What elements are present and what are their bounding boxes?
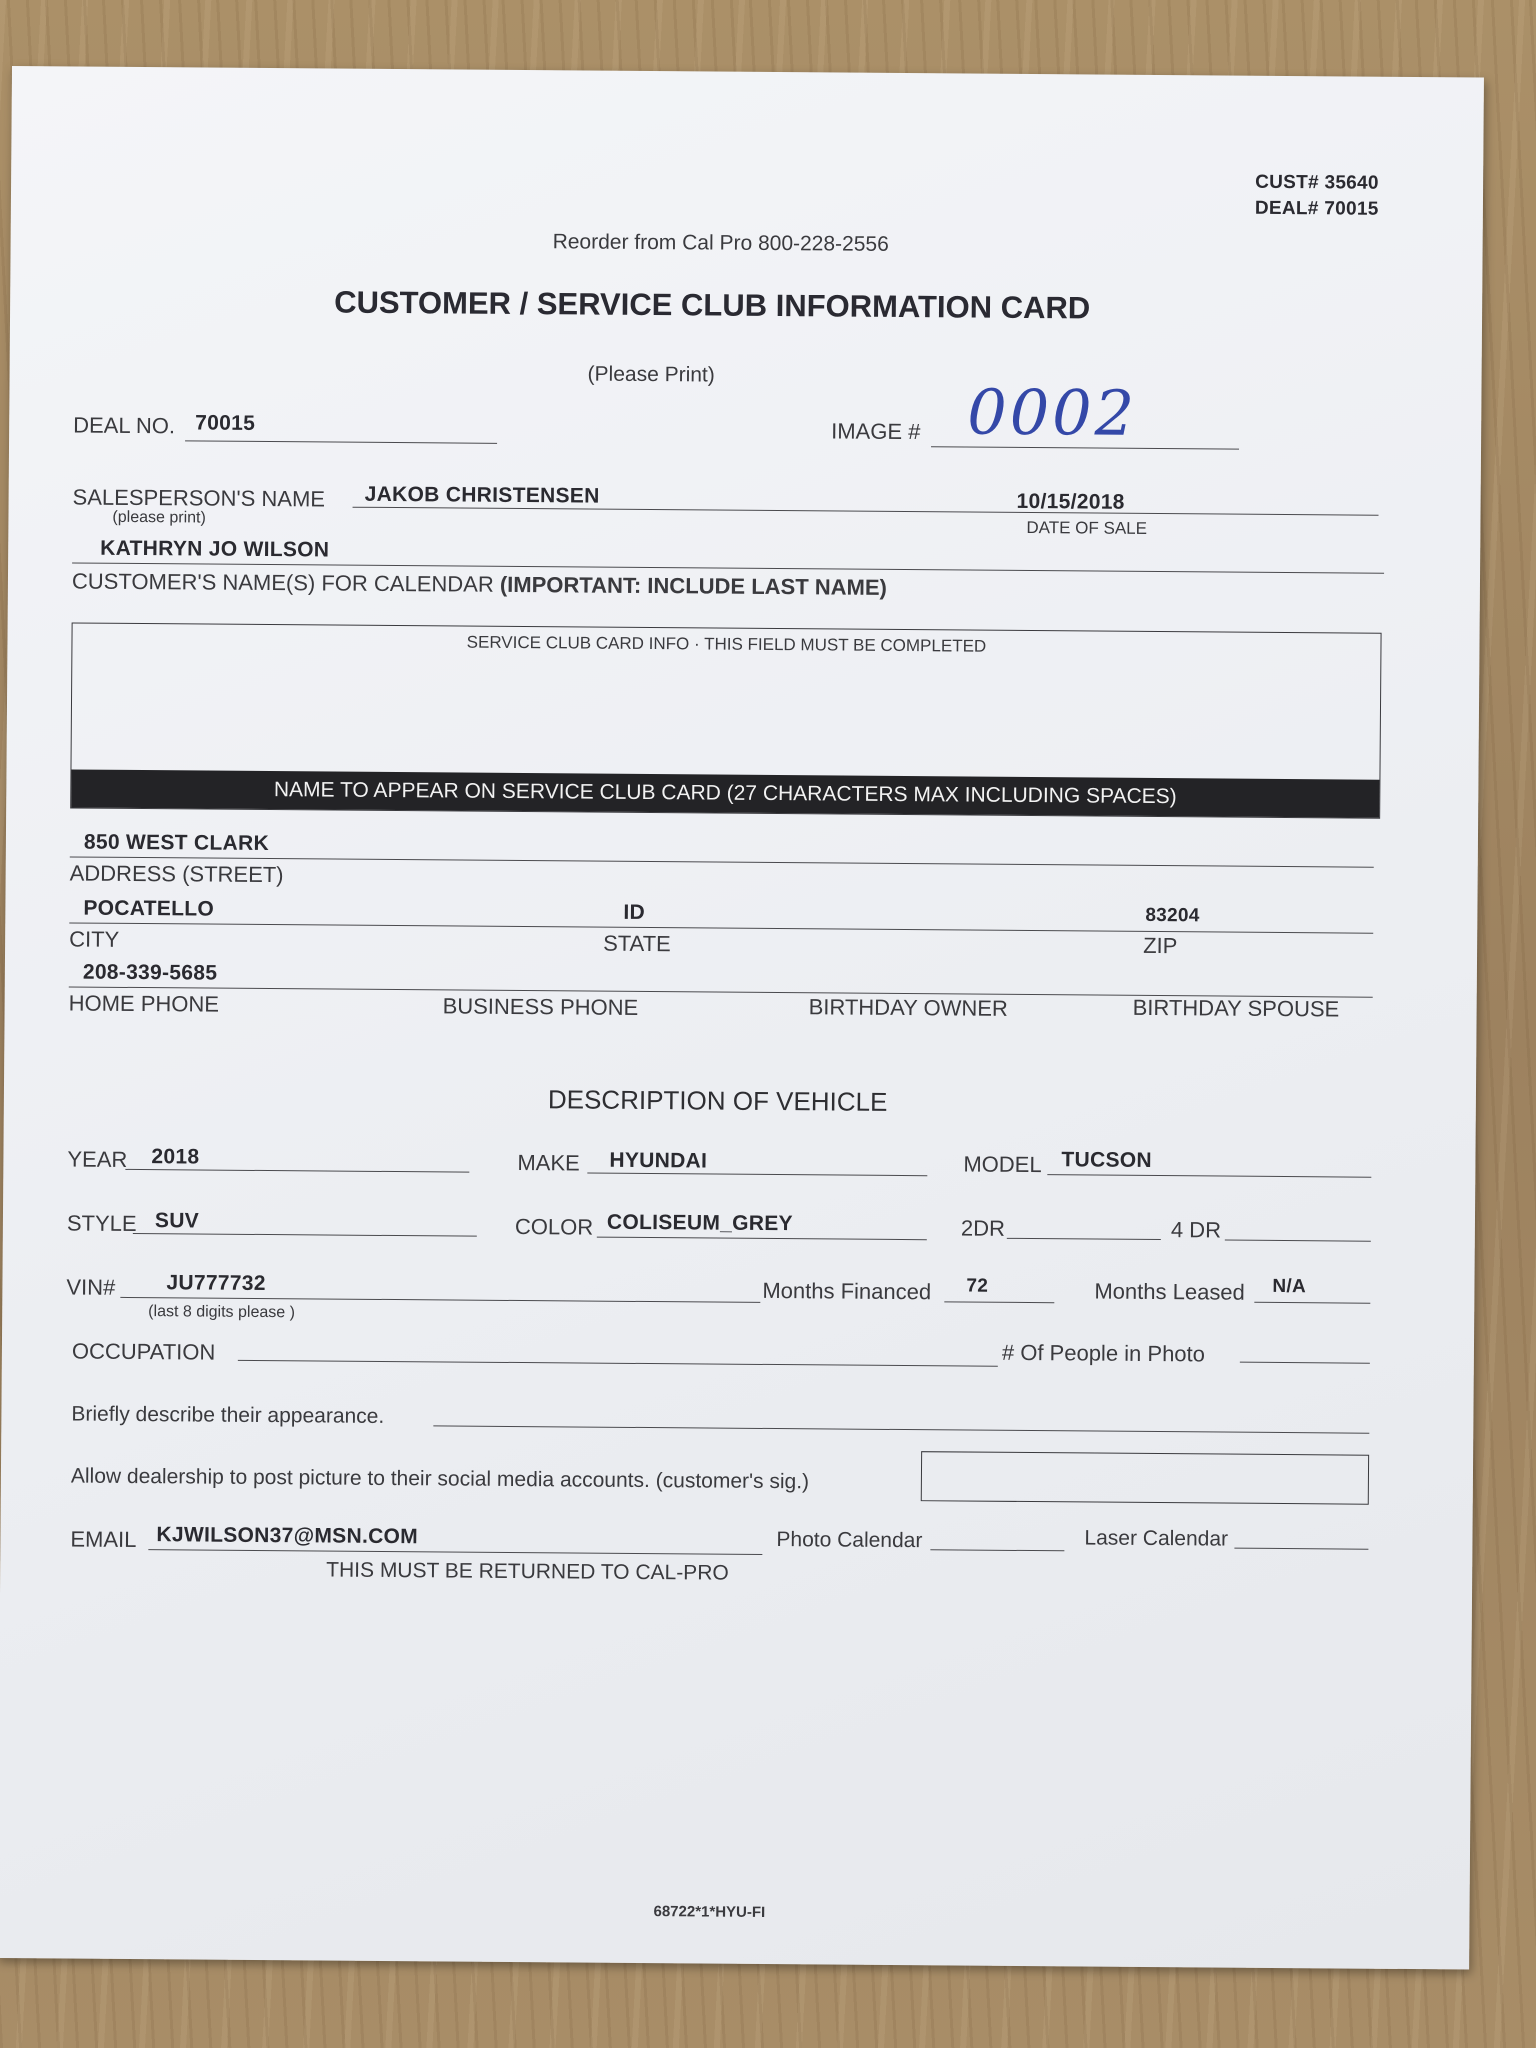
color-label: COLOR: [514, 1213, 594, 1240]
service-club-header: SERVICE CLUB CARD INFO · THIS FIELD MUST BE COMPLETED: [466, 632, 987, 656]
reorder-note: Reorder from Cal Pro 800-228-2556: [552, 230, 889, 256]
salesperson-line: [353, 507, 1379, 516]
state-label: STATE: [603, 930, 671, 957]
business-phone-label: BUSINESS PHONE: [442, 993, 639, 1020]
style-label: STYLE: [66, 1210, 137, 1237]
page-title: CUSTOMER / SERVICE CLUB INFORMATION CARD: [334, 284, 1091, 326]
laser-calendar-line[interactable]: [1234, 1548, 1368, 1550]
make-label: MAKE: [517, 1150, 580, 1176]
appearance-label: Briefly describe their appearance.: [71, 1402, 385, 1428]
deal-no-line: [185, 440, 497, 443]
deal-no-label: DEAL NO.: [73, 412, 176, 439]
return-note: THIS MUST BE RETURNED TO CAL-PRO: [326, 1558, 729, 1585]
image-number-value[interactable]: 0002: [967, 375, 1138, 450]
occupation-line[interactable]: [238, 1360, 998, 1367]
image-number-label: IMAGE #: [831, 418, 921, 445]
address-street-value[interactable]: 850 WEST CLARK: [83, 830, 270, 856]
salesperson-value[interactable]: JAKOB CHRISTENSEN: [364, 482, 600, 508]
year-line: [125, 1169, 469, 1173]
service-club-name-bar: NAME TO APPEAR ON SERVICE CLUB CARD (27 CHARACTERS MAX INCLUDING SPACES): [71, 769, 1379, 817]
zip-value[interactable]: 83204: [1145, 904, 1200, 927]
zip-label: ZIP: [1143, 932, 1178, 959]
birthday-owner-label: BIRTHDAY OWNER: [808, 994, 1008, 1021]
customer-name-label: [72, 568, 887, 600]
address-street-label: ADDRESS (STREET): [69, 860, 284, 888]
please-print-note: (Please Print): [587, 362, 715, 387]
vin-value[interactable]: JU777732: [166, 1271, 266, 1296]
four-door-line[interactable]: [1225, 1240, 1371, 1242]
laser-calendar-label: Laser Calendar: [1084, 1526, 1229, 1551]
email-value[interactable]: KJWILSON37@MSN.COM: [156, 1523, 419, 1549]
year-value[interactable]: 2018: [151, 1145, 200, 1169]
customer-number: CUST# 35640: [1255, 171, 1379, 194]
deal-number-header: DEAL# 70015: [1254, 197, 1379, 220]
months-leased-line: [1254, 1302, 1370, 1304]
vin-label: VIN#: [66, 1274, 116, 1300]
months-financed-value[interactable]: 72: [966, 1275, 989, 1297]
service-club-box[interactable]: [70, 622, 1381, 818]
make-value[interactable]: HYUNDAI: [609, 1148, 708, 1173]
appearance-line[interactable]: [433, 1425, 1369, 1433]
make-line: [587, 1173, 927, 1177]
customer-name-label-text: CUSTOMER'S NAME(S) FOR CALENDAR: [71, 568, 494, 597]
four-door-label: 4 DR: [1170, 1217, 1222, 1243]
months-leased-label: Months Leased: [1094, 1278, 1245, 1305]
months-financed-line: [944, 1301, 1054, 1303]
email-label: EMAIL: [70, 1526, 137, 1553]
style-line: [133, 1233, 477, 1237]
customer-signature-box[interactable]: [921, 1451, 1369, 1505]
months-leased-value[interactable]: N/A: [1272, 1275, 1307, 1298]
two-door-label: 2DR: [960, 1215, 1006, 1241]
city-label: CITY: [69, 926, 120, 952]
city-value[interactable]: POCATELLO: [83, 896, 215, 921]
information-card-sheet: [0, 66, 1484, 1970]
home-phone-label: HOME PHONE: [68, 990, 220, 1017]
months-financed-label: Months Financed: [762, 1277, 932, 1305]
occupation-label: OCCUPATION: [71, 1338, 216, 1365]
color-value[interactable]: COLISEUM_GREY: [606, 1210, 793, 1236]
vin-sublabel: (last 8 digits please ): [148, 1303, 296, 1322]
deal-no-value[interactable]: 70015: [195, 411, 256, 435]
photo-calendar-line[interactable]: [930, 1549, 1064, 1551]
birthday-spouse-label: BIRTHDAY SPOUSE: [1132, 994, 1340, 1022]
home-phone-value[interactable]: 208-339-5685: [82, 960, 218, 985]
model-line: [1047, 1174, 1371, 1178]
date-of-sale-label: DATE OF SALE: [1026, 517, 1148, 538]
vin-line: [120, 1297, 760, 1303]
model-label: MODEL: [963, 1151, 1042, 1178]
people-in-photo-label: # Of People in Photo: [1001, 1339, 1206, 1367]
date-of-sale-value[interactable]: 10/15/2018: [1016, 489, 1125, 514]
form-code: 68722*1*HYU-FI: [653, 1903, 766, 1921]
vehicle-heading: DESCRIPTION OF VEHICLE: [547, 1084, 888, 1117]
style-value[interactable]: SUV: [154, 1209, 200, 1233]
social-media-label: Allow dealership to post picture to their social media accounts. (customer's sig.): [70, 1464, 810, 1494]
photo-calendar-label: Photo Calendar: [776, 1528, 923, 1553]
customer-name-important: (IMPORTANT: INCLUDE LAST NAME): [499, 571, 887, 600]
year-label: YEAR: [67, 1146, 128, 1172]
state-value[interactable]: ID: [623, 900, 646, 924]
color-line: [597, 1237, 927, 1241]
people-in-photo-line[interactable]: [1240, 1362, 1370, 1364]
customer-name-value[interactable]: KATHRYN JO WILSON: [100, 536, 330, 562]
salesperson-sublabel: (please print): [112, 508, 206, 527]
email-line: [148, 1549, 762, 1555]
two-door-line[interactable]: [1007, 1238, 1161, 1240]
salesperson-label: SALESPERSON'S NAME: [72, 484, 326, 512]
model-value[interactable]: TUCSON: [1061, 1148, 1152, 1172]
